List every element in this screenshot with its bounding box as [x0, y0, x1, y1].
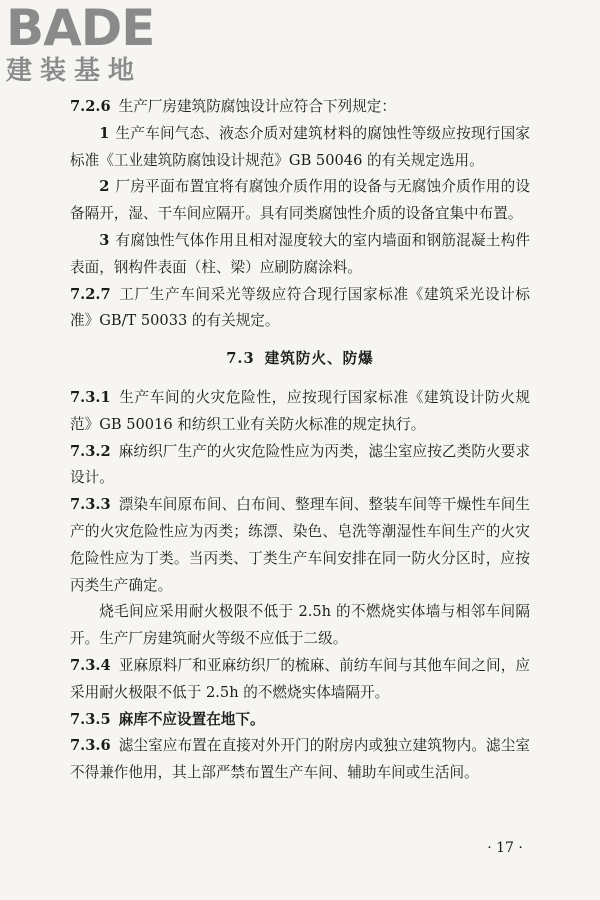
clause-7-2-6: [70, 94, 530, 121]
clause-7-3-3-continuation: [70, 599, 530, 653]
clause-number: 7.2.6: [70, 98, 111, 115]
item-number: 3: [99, 231, 110, 249]
clause-text: 麻纺织厂生产的火灾危险性应为丙类，滤尘室应按乙类防火要求设计。: [70, 442, 530, 487]
clause-text: 工厂生产车间采光等级应符合现行国家标准《建筑采光设计标准》GB/T 50033 的有关规定。: [70, 285, 530, 330]
clause-text: 滤尘室应布置在直接对外开门的附房内或独立建筑物内。滤尘室不得兼作他用，其上部严禁布置生产车间、辅助车间或生活间。: [70, 737, 530, 782]
item-number: 1: [99, 124, 110, 142]
clause-7-2-7: [70, 282, 530, 336]
clause-text: 漂染车间原布间、白布间、整理车间、整装车间等干燥性车间生产的火灾危险性应为丙类；练漂、染色、皂洗等潮湿性车间生产的火灾危险性应为丁类。当丙类、丁类生产车间安排在同一防火分区时，应按丙类生产确定。: [70, 496, 530, 594]
section-heading-7-3: [70, 346, 530, 373]
clause-text: 生产厂房建筑防腐蚀设计应符合下列规定：: [118, 98, 396, 115]
clause-number: 7.3.1: [70, 388, 111, 406]
clause-text: 烧毛间应采用耐火极限不低于 2.5h 的不燃烧实体墙与相邻车间隔开。生产厂房建筑耐火等级不应低于二级。: [70, 603, 530, 648]
clause-7-3-3: [70, 492, 530, 599]
clause-7-3-6: [70, 733, 530, 787]
document-body: [70, 94, 530, 787]
clause-number: 7.3.3: [70, 496, 111, 514]
item-text: 厂房平面布置宜将有腐蚀介质作用的设备与无腐蚀介质作用的设备隔开，湿、干车间应隔开。具有同类腐蚀性介质的设备宜集中布置。: [70, 178, 530, 223]
item-number: 2: [99, 178, 110, 196]
page-number: · 17 ·: [487, 840, 523, 856]
clause-7-2-6-item-2: [70, 174, 530, 228]
clause-7-2-6-item-1: [70, 121, 530, 175]
clause-7-3-2: [70, 439, 530, 493]
clause-number: 7.3.4: [70, 656, 111, 674]
clause-7-2-6-item-3: [70, 228, 530, 282]
logo-subtitle: 建装基地: [6, 56, 143, 86]
bade-logo: [6, 2, 176, 88]
clause-number: 7.2.7: [70, 285, 111, 303]
clause-number: 7.3.2: [70, 442, 111, 460]
clause-text: 生产车间的火灾危险性，应按现行国家标准《建筑设计防火规范》GB 50016 和纺织工业有关防火标准的规定执行。: [70, 388, 530, 433]
clause-7-3-4: [70, 653, 530, 707]
item-text: 有腐蚀性气体作用且相对湿度较大的室内墙面和钢筋混凝土构件表面，钢构件表面（柱、梁）应刷防腐涂料。: [70, 231, 530, 276]
clause-7-3-5: [70, 707, 530, 734]
clause-number: 7.3.6: [70, 737, 111, 755]
clause-7-3-1: [70, 385, 530, 439]
clause-text: 亚麻原料厂和亚麻纺织厂的梳麻、前纺车间与其他车间之间，应采用耐火极限不低于 2.5h 的不燃烧实体墙隔开。: [70, 656, 530, 701]
section-title: 建筑防火、防爆: [264, 350, 374, 368]
clause-text: 麻库不应设置在地下。: [118, 710, 265, 728]
logo-wordmark: BADE: [6, 0, 155, 57]
clause-number: 7.3.5: [70, 710, 111, 728]
item-text: 生产车间气态、液态介质对建筑材料的腐蚀性等级应按现行国家标准《工业建筑防腐蚀设计规范》GB 50046 的有关规定选用。: [70, 124, 530, 169]
section-number: 7.3: [226, 350, 255, 368]
